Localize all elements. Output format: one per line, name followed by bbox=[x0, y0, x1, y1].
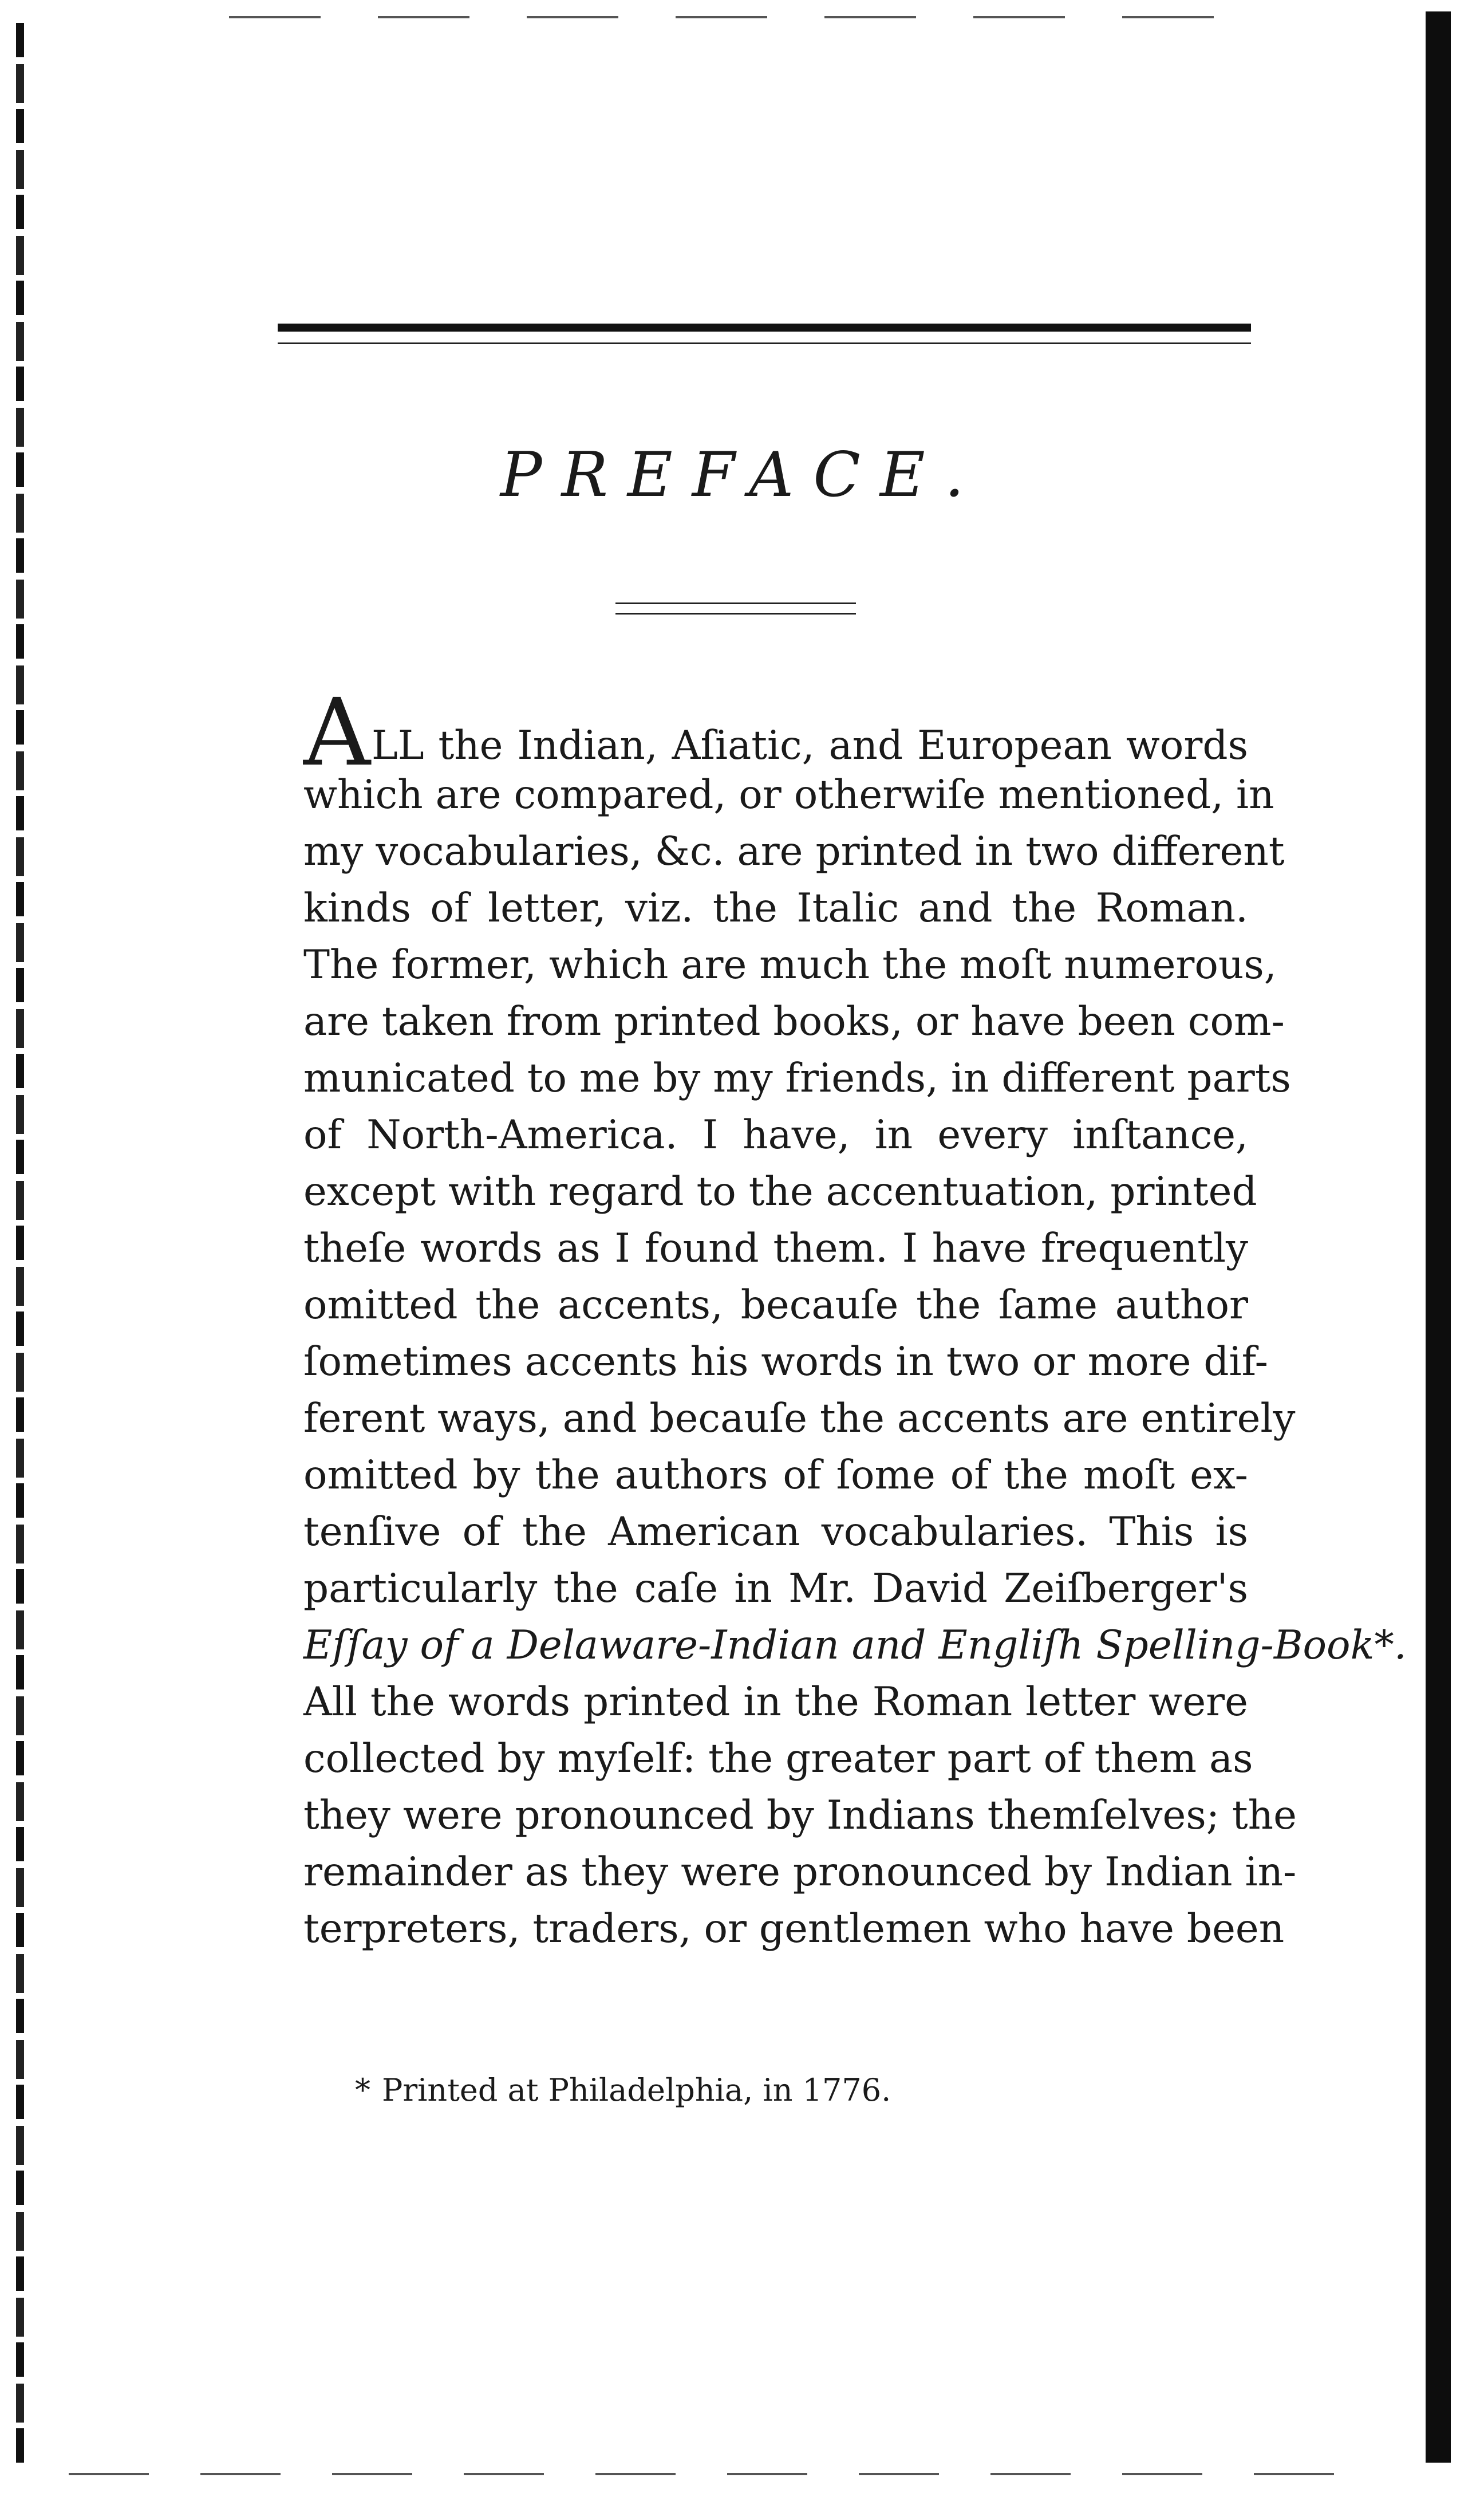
head-rule-thin bbox=[278, 342, 1251, 344]
text-line: of North-America. I have, in every inſtance, bbox=[303, 1112, 1248, 1158]
text-line: my vocabularies, &c. are printed in two different bbox=[303, 829, 1285, 875]
text-line: particularly the caſe in Mr. David Zeiſberger's bbox=[303, 1566, 1248, 1612]
text-line: kinds of letter, viz. the Italic and the Roman. bbox=[303, 885, 1248, 931]
text-line: they were pronounced by Indians themſelves; the bbox=[303, 1793, 1297, 1838]
drop-cap: A bbox=[303, 679, 370, 787]
text-line: ferent ways, and becauſe the accents are entirely bbox=[303, 1396, 1296, 1442]
text-line: remainder as they were pronounced by Indian in- bbox=[303, 1849, 1297, 1895]
text-line: ſometimes accents his words in two or more dif- bbox=[303, 1339, 1268, 1385]
text-line: omitted the accents, becauſe the ſame author bbox=[303, 1282, 1248, 1328]
text-line: theſe words as I found them. I have frequently bbox=[303, 1226, 1248, 1271]
preface-body bbox=[303, 679, 1407, 1958]
scan-right-edge bbox=[1426, 11, 1451, 2463]
text-line: terpreters, traders, or gentlemen who have been bbox=[303, 1906, 1285, 1952]
text-line: The former, which are much the moſt numerous, bbox=[303, 942, 1277, 988]
footnote-mark: * bbox=[355, 2072, 370, 2108]
text-line: ALL the Indian, Aſiatic, and European words bbox=[303, 679, 1248, 787]
text-line: collected by myſelf: the greater part of them as bbox=[303, 1736, 1253, 1782]
text-line: which are compared, or otherwiſe mentioned, in bbox=[303, 772, 1274, 818]
footnote-text: Printed at Philadelphia, in 1776. bbox=[382, 2072, 891, 2108]
ornament-rule-lower bbox=[615, 613, 856, 615]
head-rule-heavy bbox=[278, 324, 1251, 332]
text-line: tenſive of the American vocabularies. This is bbox=[303, 1509, 1248, 1555]
page-title: PREFACE. bbox=[500, 439, 984, 511]
text-line: except with regard to the accentuation, printed bbox=[303, 1169, 1257, 1215]
ornament-rule-upper bbox=[615, 602, 856, 604]
scan-top-edge bbox=[229, 16, 1260, 18]
text-line: All the words printed in the Roman letter were bbox=[303, 1679, 1248, 1725]
text-line: are taken from printed books, or have been com- bbox=[303, 999, 1285, 1045]
text-line: omitted by the authors of ſome of the moſt ex- bbox=[303, 1452, 1248, 1498]
scan-left-edge bbox=[16, 23, 24, 2463]
text-line-italic-title: Eſſay of a Delaware-Indian and Engliſh Spelling-Book*. bbox=[303, 1622, 1407, 1668]
scan-bottom-edge bbox=[69, 2473, 1357, 2475]
footnote bbox=[355, 2070, 1042, 2110]
text-line: municated to me by my friends, in different parts bbox=[303, 1055, 1291, 1101]
